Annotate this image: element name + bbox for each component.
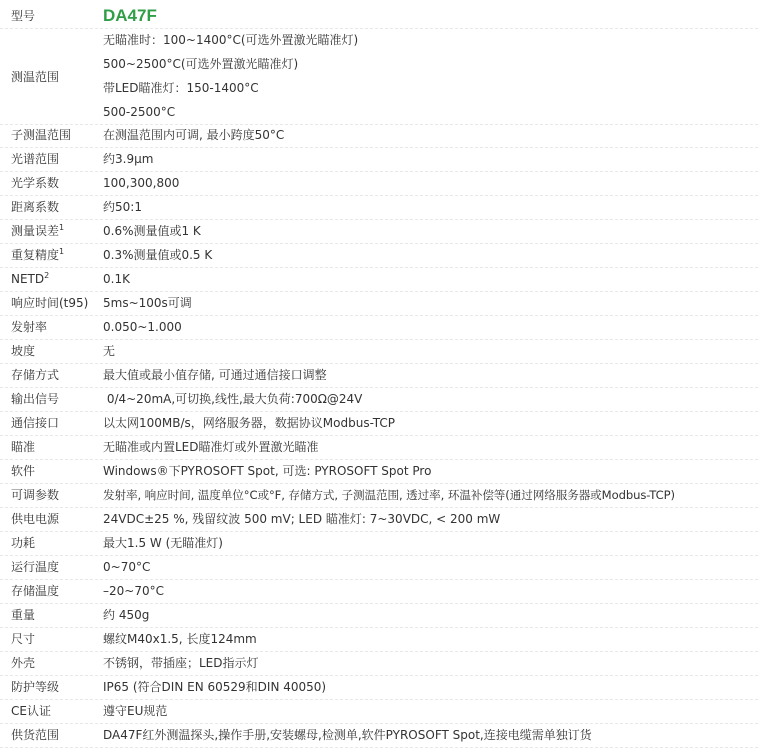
spec-label-protection: 防护等级: [11, 680, 60, 694]
spec-row-distance: [0, 195, 758, 219]
spec-value-scope: DA47F红外测温探头,操作手册,安装螺母,检测单,软件PYROSOFT Spot,连接电缆需单独订货: [103, 728, 592, 742]
spec-value-spectral: 约3.9μm: [103, 152, 154, 166]
spec-row-consumption: [0, 531, 758, 555]
temp-range-line-4: 500-2500°C: [103, 105, 176, 119]
spec-row-storage-mode: [0, 363, 758, 387]
spec-label-slope: 坡度: [11, 344, 36, 358]
spec-label-storage-mode: 存储方式: [11, 368, 60, 382]
temp-range-line-1: 无瞄准时：100~1400°C(可选外置激光瞄准灯): [103, 33, 359, 47]
spec-row-repeat: [0, 243, 758, 267]
spec-row-temp-range: [0, 28, 758, 126]
spec-label-distance: 距离系数: [11, 200, 60, 214]
spec-row-params: [0, 483, 758, 507]
spec-row-error: [0, 219, 758, 243]
spec-label-software: 软件: [11, 464, 36, 478]
spec-value-storage-mode: 最大值或最小值存储, 可通过通信接口调整: [103, 368, 327, 382]
spec-label-size: 尺寸: [11, 632, 36, 646]
spec-value-params: 发射率, 响应时间, 温度单位°C或°F, 存储方式, 子测温范围, 透过率, 环温补偿等(通过网络服务器或Modbus-TCP): [103, 488, 675, 502]
spec-value-repeat: 0.3%测量值或0.5 K: [103, 248, 213, 262]
spec-value-housing: 不锈钢，带插座；LED指示灯: [103, 656, 259, 670]
spec-value-storage-temp: –20~70°C: [103, 584, 164, 598]
spec-label-op-temp: 运行温度: [11, 560, 60, 574]
spec-row-op-temp: [0, 555, 758, 579]
spec-value-emissivity: 0.050~1.000: [103, 320, 182, 334]
footnote-marker: 1: [59, 223, 65, 232]
spec-label-repeat: [11, 243, 64, 267]
spec-label-response: 响应时间(t95): [11, 296, 89, 310]
spec-row-spectral: [0, 147, 758, 171]
model-name: DA47F: [103, 6, 157, 25]
spec-row-storage-temp: [0, 579, 758, 603]
spec-value-protection: IP65 (符合DIN EN 60529和DIN 40050): [103, 680, 327, 694]
spec-label-weight: 重量: [11, 608, 36, 622]
row-divider: [0, 747, 758, 748]
spec-value-output: 0/4~20mA,可切换,线性,最大负荷:700Ω@24V: [103, 392, 363, 406]
spec-value-error: 0.6%测量值或1 K: [103, 224, 201, 238]
spec-label-aiming: 瞄准: [11, 440, 36, 454]
spec-label-output: 输出信号: [11, 392, 60, 406]
spec-label-optical: 光学系数: [11, 176, 60, 190]
spec-row-housing: [0, 651, 758, 675]
spec-value-response: 5ms~100s可调: [103, 296, 192, 310]
spec-row-power: [0, 507, 758, 531]
spec-value-ce: 遵守EU规范: [103, 704, 168, 718]
spec-label-netd: [11, 267, 49, 291]
spec-value-sub-range: 在测温范围内可调, 最小跨度50°C: [103, 128, 285, 142]
spec-label-power: 供电电源: [11, 512, 60, 526]
spec-row-model: [0, 4, 758, 28]
spec-label-model: 型号: [11, 9, 36, 23]
spec-row-optical: [0, 171, 758, 195]
spec-row-sub-range: [0, 123, 758, 147]
spec-row-netd: [0, 267, 758, 291]
spec-label-error: [11, 219, 64, 243]
spec-row-protection: [0, 675, 758, 699]
spec-value-optical: 100,300,800: [103, 176, 180, 190]
spec-value-weight: 约 450g: [103, 608, 150, 622]
spec-row-ce: [0, 699, 758, 723]
spec-row-weight: [0, 603, 758, 627]
spec-label-interface: 通信接口: [11, 416, 60, 430]
spec-row-size: [0, 627, 758, 651]
spec-label-sub-range: 子测温范围: [11, 128, 72, 142]
spec-label-repeat-text: 重复精度: [11, 248, 60, 262]
spec-label-params: 可调参数: [11, 488, 60, 502]
footnote-marker: 2: [44, 271, 50, 280]
spec-value-software: Windows®下PYROSOFT Spot, 可选: PYROSOFT Spot Pro: [103, 464, 432, 478]
spec-row-scope: [0, 723, 758, 747]
spec-label-temp-range: 测温范围: [11, 70, 60, 84]
temp-range-line-3: 带LED瞄准灯：150-1400°C: [103, 81, 259, 95]
spec-value-interface: 以太网100MB/s，网络服务器，数据协议Modbus-TCP: [103, 416, 396, 430]
spec-value-distance: 约50:1: [103, 200, 142, 214]
spec-label-consumption: 功耗: [11, 536, 36, 550]
spec-value-consumption: 最大1.5 W (无瞄准灯): [103, 536, 223, 550]
spec-value-netd: 0.1K: [103, 272, 130, 286]
spec-value-power: 24VDC±25 %, 残留纹波 500 mV; LED 瞄准灯: 7~30VDC, < 200 mW: [103, 512, 501, 526]
spec-row-aiming: [0, 435, 758, 459]
spec-row-software: [0, 459, 758, 483]
spec-label-netd-text: NETD: [11, 272, 45, 286]
spec-label-ce: CE认证: [11, 704, 51, 718]
spec-row-output: [0, 387, 758, 411]
spec-label-error-text: 测量误差: [11, 224, 60, 238]
spec-label-housing: 外壳: [11, 656, 36, 670]
spec-row-emissivity: [0, 315, 758, 339]
spec-value-aiming: 无瞄准或内置LED瞄准灯或外置激光瞄准: [103, 440, 319, 454]
spec-value-op-temp: 0~70°C: [103, 560, 151, 574]
footnote-marker: 1: [59, 247, 65, 256]
temp-range-line-2: 500~2500°C(可选外置激光瞄准灯): [103, 57, 299, 71]
spec-label-emissivity: 发射率: [11, 320, 48, 334]
spec-label-scope: 供货范围: [11, 728, 60, 742]
spec-row-slope: [0, 339, 758, 363]
spec-row-interface: [0, 411, 758, 435]
spec-value-slope: 无: [103, 344, 116, 358]
spec-label-spectral: 光谱范围: [11, 152, 60, 166]
spec-label-storage-temp: 存储温度: [11, 584, 60, 598]
spec-row-response: [0, 291, 758, 315]
spec-value-size: 螺纹M40x1.5, 长度124mm: [103, 632, 257, 646]
